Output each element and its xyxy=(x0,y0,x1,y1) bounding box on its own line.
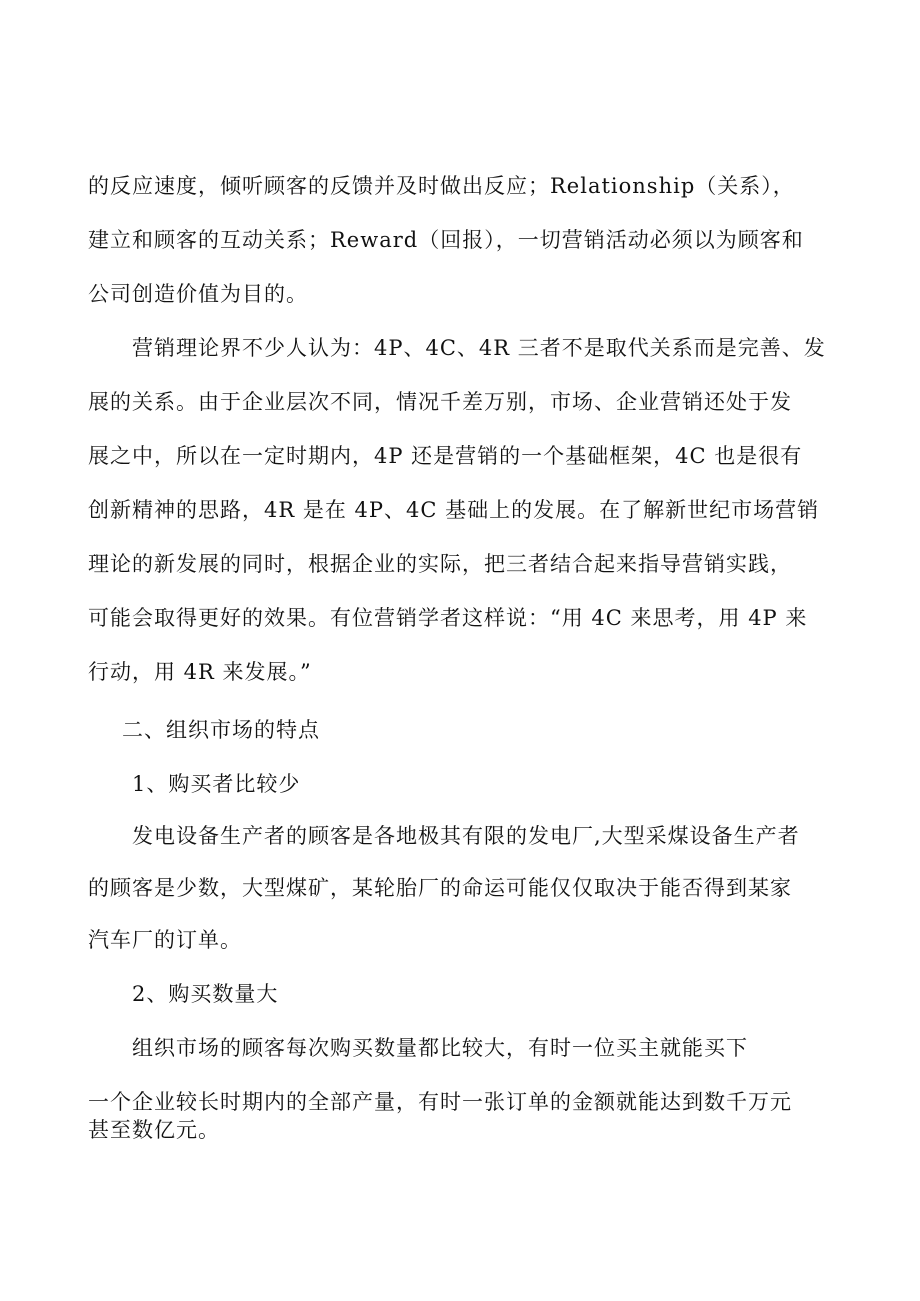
subsection-1-line-3: 汽车厂的订单。 xyxy=(88,928,242,952)
subsection-2-line-3: 甚至数亿元。 xyxy=(88,1118,220,1142)
subsection-2-line-1: 组织市场的顾客每次购买数量都比较大，有时一位买主就能买下 xyxy=(132,1036,748,1060)
subsection-2-heading: 2、购买数量大 xyxy=(132,982,279,1006)
paragraph-2-line-2: 展的关系。由于企业层次不同，情况千差万别，市场、企业营销还处于发 xyxy=(88,390,792,414)
subsection-1-line-2: 的顾客是少数，大型煤矿，某轮胎厂的命运可能仅仅取决于能否得到某家 xyxy=(88,876,792,900)
section-heading: 二、组织市场的特点 xyxy=(122,718,320,742)
paragraph-2-line-1: 营销理论界不少人认为：4P、4C、4R 三者不是取代关系而是完善、发 xyxy=(132,336,826,360)
paragraph-2-line-6: 可能会取得更好的效果。有位营销学者这样说：“用 4C 来思考，用 4P 来 xyxy=(88,606,808,630)
paragraph-1-line-2: 建立和顾客的互动关系；Reward（回报），一切营销活动必须以为顾客和 xyxy=(88,228,804,252)
paragraph-2-line-7: 行动，用 4R 来发展。” xyxy=(88,660,312,684)
subsection-2-line-2: 一个企业较长时期内的全部产量，有时一张订单的金额就能达到数千万元 xyxy=(88,1090,792,1114)
paragraph-2-line-5: 理论的新发展的同时，根据企业的实际，把三者结合起来指导营销实践， xyxy=(88,552,792,576)
paragraph-1-line-3: 公司创造价值为目的。 xyxy=(88,282,308,306)
subsection-1-heading: 1、购买者比较少 xyxy=(132,772,301,796)
subsection-1-line-1: 发电设备生产者的顾客是各地极其有限的发电厂,大型采煤设备生产者 xyxy=(132,824,800,848)
paragraph-1-line-1: 的反应速度，倾听顾客的反馈并及时做出反应；Relationship（关系）， xyxy=(88,174,795,198)
paragraph-2-line-3: 展之中，所以在一定时期内，4P 还是营销的一个基础框架，4C 也是很有 xyxy=(88,444,803,468)
paragraph-2-line-4: 创新精神的思路，4R 是在 4P、4C 基础上的发展。在了解新世纪市场营销 xyxy=(88,498,820,522)
